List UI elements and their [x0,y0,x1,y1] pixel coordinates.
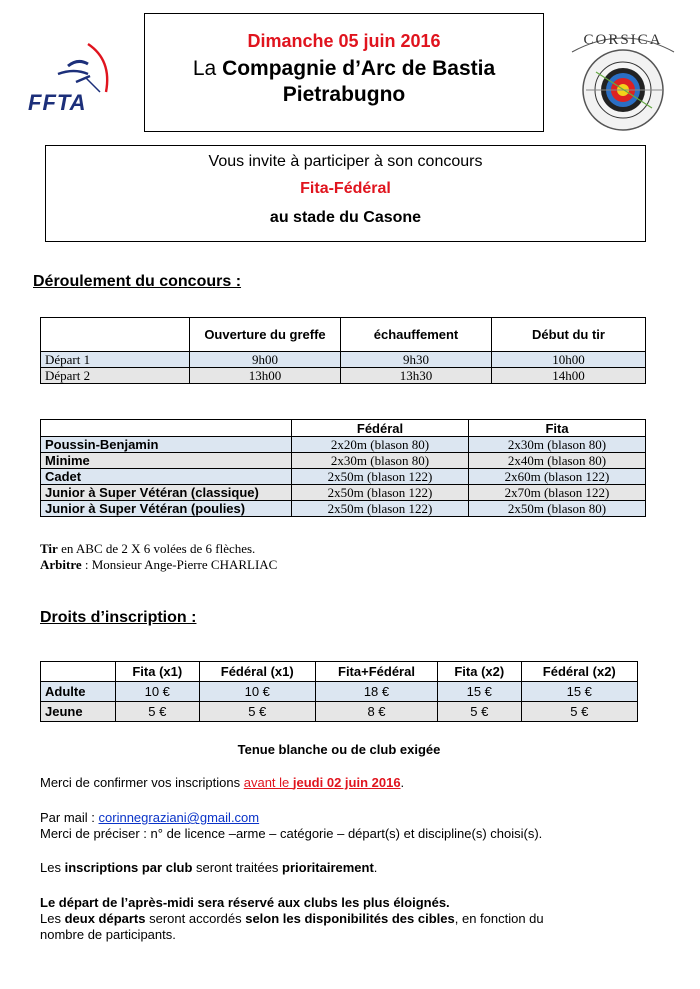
schedule-table [40,317,646,384]
fees-header: Fita (x2) [438,662,522,682]
fees-table [40,661,638,722]
table-row [41,682,638,702]
invite-competition: Fita-Fédéral [300,180,391,197]
distances-row-label: Junior à Super Vétéran (classique) [41,485,292,501]
invite-box [45,145,646,242]
club-priority-line: Les inscriptions par club seront traitées prioritairement. [40,860,378,875]
fees-row-label: Jeune [41,702,116,722]
tenue-notice: Tenue blanche ou de club exigée [237,742,441,757]
fees-cell: 5 € [199,702,315,722]
table-row [41,352,646,368]
ffta-wordmark: FFTA [28,90,87,115]
invite-venue: au stade du Casone [269,209,422,226]
schedule-cell: 9h00 [190,352,341,368]
distances-header-empty [41,420,292,437]
distances-row-label: Cadet [41,469,292,485]
distances-row-label: Minime [41,453,292,469]
distances-cell: 2x30m (blason 80) [469,437,646,453]
invite-line1: Vous invite à participer à son concours [208,153,483,170]
table-row [41,437,646,453]
deux-departs-line: Les deux départs seront accordés selon les disponibilités des cibles, en fonction du [40,911,544,926]
distances-cell: 2x60m (blason 122) [469,469,646,485]
table-row [41,469,646,485]
distances-cell: 2x70m (blason 122) [469,485,646,501]
distances-header-fita: Fita [469,420,646,437]
fees-cell: 15 € [438,682,522,702]
tir-line: Tir en ABC de 2 X 6 volées de 6 flèches. [40,541,256,556]
fees-cell: 8 € [315,702,437,722]
club-name-line1: La Compagnie d’Arc de Bastia [192,57,496,80]
fees-header: Fita (x1) [116,662,200,682]
corsica-club-logo [566,26,680,136]
distances-row-label: Junior à Super Vétéran (poulies) [41,501,292,517]
table-row [41,368,646,384]
fees-header: Fédéral (x2) [521,662,637,682]
schedule-row-label: Départ 2 [41,368,190,384]
fees-cell: 15 € [521,682,637,702]
schedule-row-label: Départ 1 [41,352,190,368]
email-link[interactable]: corinnegraziani@gmail.com [98,810,260,825]
schedule-header-greffe: Ouverture du greffe [190,318,341,352]
schedule-header-echauffement: échauffement [341,318,492,352]
fees-header-empty [41,662,116,682]
confirm-line: Merci de confirmer vos inscriptions avant le jeudi 02 juin 2016. [40,775,405,790]
table-row [41,485,646,501]
fees-cell: 18 € [315,682,437,702]
participants-line: nombre de participants. [40,927,176,942]
arbitre-line: Arbitre : Monsieur Ange-Pierre CHARLIAC [40,557,278,572]
distances-row-label: Poussin-Benjamin [41,437,292,453]
distances-cell: 2x50m (blason 122) [292,501,469,517]
fees-header: Fita+Fédéral [315,662,437,682]
preciser-line: Merci de préciser : n° de licence –arme – catégorie – départ(s) et discipline(s) choisi(s). [40,826,543,841]
fees-cell: 10 € [199,682,315,702]
distances-cell: 2x50m (blason 122) [292,469,469,485]
fees-cell: 10 € [116,682,200,702]
header-box [144,13,544,132]
table-row [41,702,638,722]
distances-cell: 2x30m (blason 80) [292,453,469,469]
table-row [41,501,646,517]
event-date: Dimanche 05 juin 2016 [247,31,441,51]
distances-cell: 2x40m (blason 80) [469,453,646,469]
depart-notice: Le départ de l’après-midi sera réservé aux clubs les plus éloignés. [40,895,450,910]
section-title-deroulement: Déroulement du concours : [33,273,242,290]
schedule-cell: 14h00 [492,368,646,384]
distances-cell: 2x50m (blason 122) [292,485,469,501]
schedule-cell: 13h00 [190,368,341,384]
fees-row-label: Adulte [41,682,116,702]
schedule-cell: 13h30 [341,368,492,384]
fees-cell: 5 € [521,702,637,722]
club-name-line2: Pietrabugno [282,83,406,106]
schedule-cell: 9h30 [341,352,492,368]
distances-table [40,419,646,517]
distances-cell: 2x50m (blason 80) [469,501,646,517]
table-row [41,453,646,469]
schedule-header-empty [41,318,190,352]
distances-cell: 2x20m (blason 80) [292,437,469,453]
corsica-wordmark: CORSICA [583,32,663,48]
distances-header-federal: Fédéral [292,420,469,437]
schedule-header-debut: Début du tir [492,318,646,352]
fees-cell: 5 € [438,702,522,722]
mail-line: Par mail : corinnegraziani@gmail.com [40,810,260,825]
schedule-cell: 10h00 [492,352,646,368]
fees-header: Fédéral (x1) [199,662,315,682]
ffta-logo [28,38,123,118]
fees-cell: 5 € [116,702,200,722]
section-title-droits: Droits d’inscription : [40,609,197,626]
